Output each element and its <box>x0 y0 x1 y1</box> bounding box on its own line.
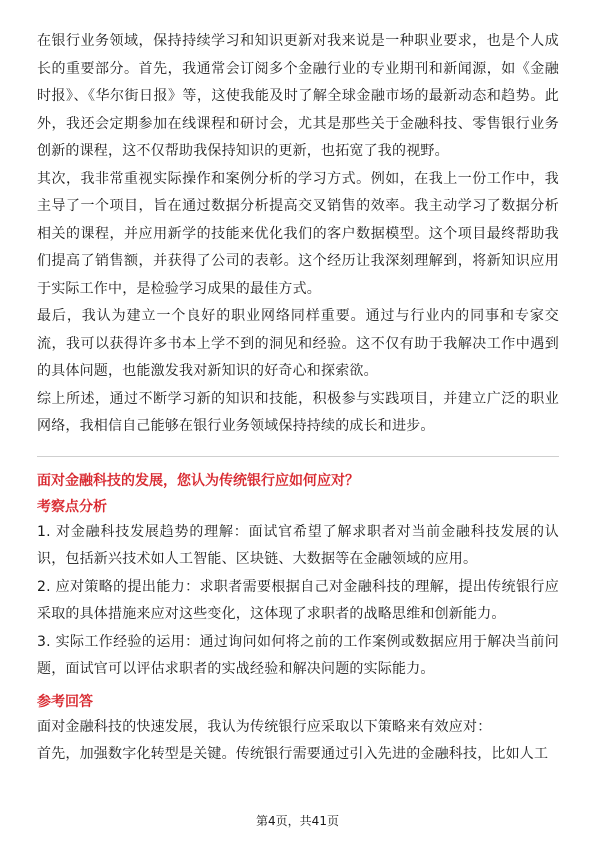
analysis-item-2: 2. 应对策略的提出能力：求职者需要根据自己对金融科技的理解，提出传统银行应采取的具体措施来应对这些变化，这体现了求职者的战略思维和创新能力。 <box>37 578 559 622</box>
page-number: 第4页，共41页 <box>256 814 339 828</box>
section-divider <box>37 456 559 457</box>
document-body <box>37 28 559 769</box>
analysis-item-1: 1. 对金融科技发展趋势的理解：面试官希望了解求职者对当前金融科技发展的认识，包括新兴技术如人工智能、区块链、大数据等在金融领域的应用。 <box>37 523 559 567</box>
intro-paragraph-4: 综上所述，通过不断学习新的知识和技能，积极参与实践项目，并建立广泛的职业网络，我相信自己能够在银行业务领域保持持续的成长和进步。 <box>37 390 559 434</box>
analysis-heading: 考察点分析 <box>37 498 107 515</box>
intro-paragraph-1: 在银行业务领域，保持持续学习和知识更新对我来说是一种职业要求，也是个人成长的重要部分。首先，我通常会订阅多个金融行业的专业期刊和新闻源，如《金融时报》、《华尔街日报》等，这使我能及时了解全球金融市场的最新动态和趋势。此外，我还会定期参加在线课程和研讨会，尤其是那些关于金融科技、零售银行业务创新的课程，这不仅帮助我保持知识的更新，也拓宽了我的视野。 <box>37 33 559 159</box>
answer-paragraph-1: 面对金融科技的快速发展，我认为传统银行应采取以下策略来有效应对： <box>37 718 492 735</box>
intro-paragraph-3: 最后，我认为建立一个良好的职业网络同样重要。通过与行业内的同事和专家交流，我可以获得许多书本上学不到的洞见和经验。这不仅有助于我解决工作中遇到的具体问题，也能激发我对新知识的好奇心和探索欲。 <box>37 308 559 379</box>
analysis-item-3: 3. 实际工作经验的运用：通过询问如何将之前的工作案例或数据应用于解决当前问题，面试官可以评估求职者的实战经验和解决问题的实际能力。 <box>37 633 559 677</box>
intro-paragraph-2: 其次，我非常重视实际操作和案例分析的学习方式。例如，在我上一份工作中，我主导了一个项目，旨在通过数据分析提高交叉销售的效率。我主动学习了数据分析相关的课程，并应用新学的技能来优化我们的客户数据模型。这个项目最终帮助我们提高了销售额，并获得了公司的表彰。这个经历让我深刻理解到，将新知识应用于实际工作中，是检验学习成果的最佳方式。 <box>37 170 559 297</box>
answer-paragraph-2: 首先，加强数字化转型是关键。传统银行需要通过引入先进的金融科技，比如人工 <box>37 746 549 762</box>
answer-heading: 参考回答 <box>37 693 93 710</box>
question-heading: 面对金融科技的发展，您认为传统银行应如何应对？ <box>37 472 359 489</box>
